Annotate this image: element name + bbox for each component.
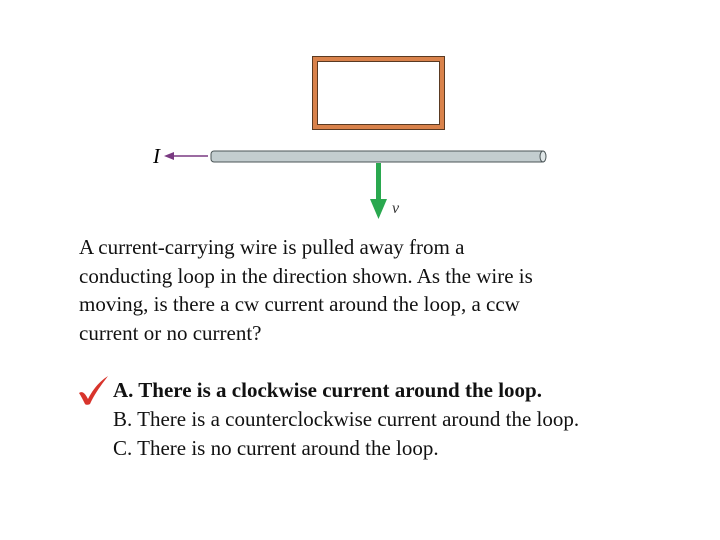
current-arrowhead (164, 152, 174, 160)
wire (211, 151, 545, 162)
wire-loop-figure (0, 0, 720, 230)
question-text: A current-carrying wire is pulled away from a conducting loop in the direction shown. As the wire is moving, is there a cw current around the loop, a ccw current or no current? (79, 235, 533, 345)
wire-end (540, 151, 546, 162)
conducting-loop (315, 59, 442, 127)
answer-list (113, 376, 579, 463)
velocity-arrow (376, 163, 381, 203)
current-label: I (153, 144, 160, 168)
conducting-loop-inner-outline (318, 62, 440, 125)
velocity-label: v (392, 200, 400, 217)
velocity-arrowhead (370, 199, 387, 219)
answer-c[interactable]: C. There is no current around the loop. (113, 436, 439, 460)
conducting-loop-outline (313, 57, 445, 130)
answer-b[interactable]: B. There is a counterclockwise current around the loop. (113, 407, 580, 431)
answer-a[interactable]: A. There is a clockwise current around the loop. (113, 378, 542, 402)
check-mark-icon (76, 374, 110, 406)
